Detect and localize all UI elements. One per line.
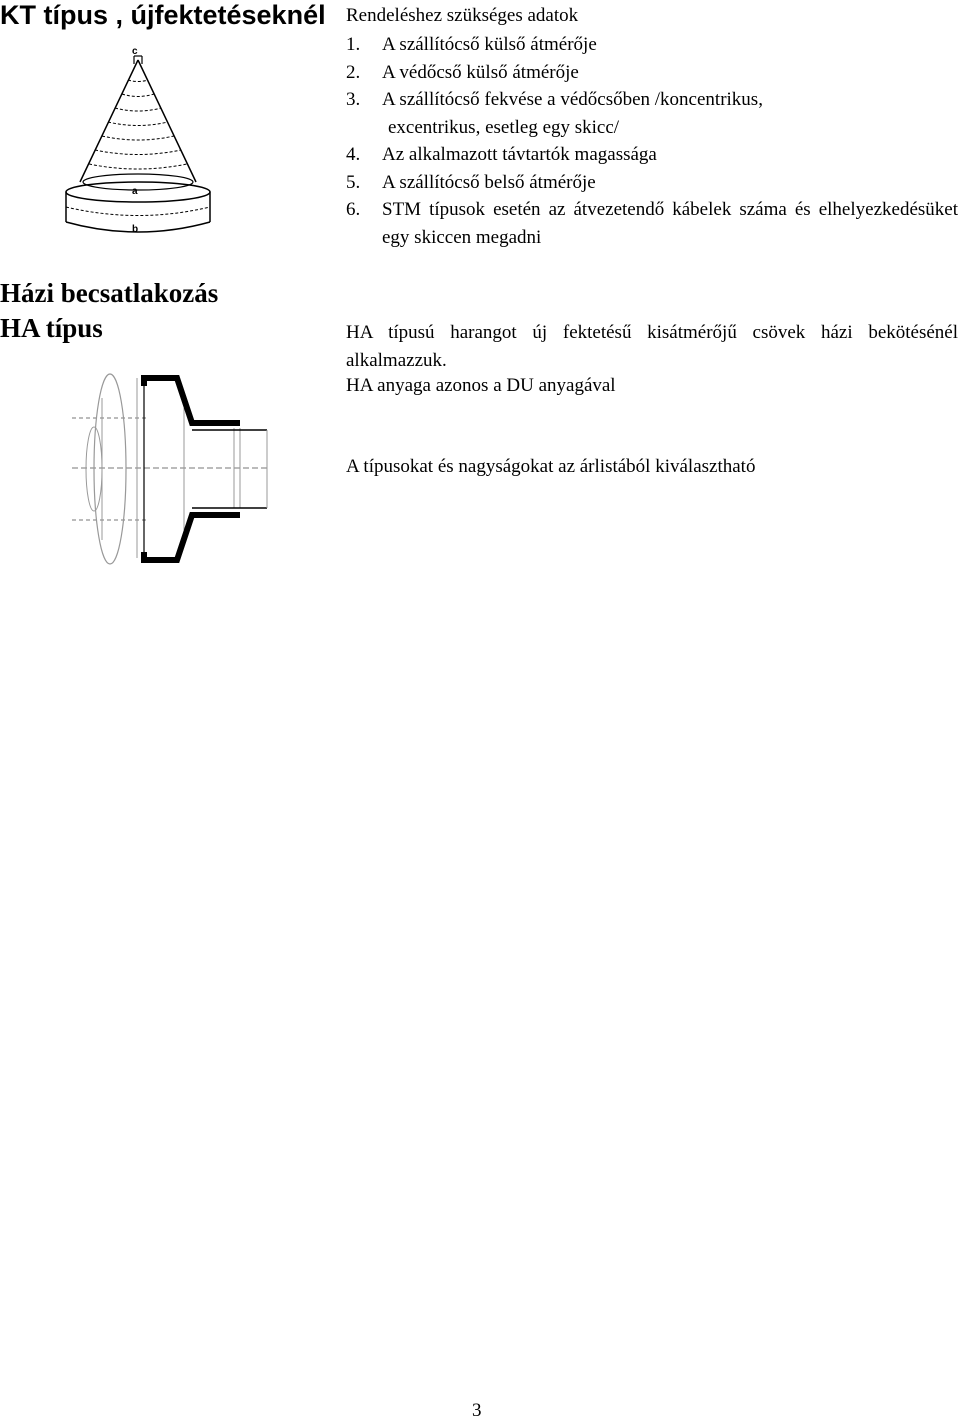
list-item: 2. A védőcső külső átmérője — [346, 61, 579, 83]
ha-material: HA anyaga azonos a DU anyagával — [346, 375, 616, 396]
section-title-kt: KT típus , újfektetéseknél — [0, 0, 326, 30]
list-item: 6. STM típusok esetén az átvezetendő kábelek száma és elhelyezkedésüket egy skiccen megadni — [346, 199, 958, 248]
ha-description: HA típusú harangot új fektetésű kisátmérőjű csövek házi bekötésénél alkalmazzuk. — [346, 322, 958, 371]
section-title-hazi: Házi becsatlakozás — [0, 278, 219, 308]
list-item: 1. A szállítócső külső átmérője — [346, 34, 597, 55]
list-item: 5. A szállítócső belső átmérője — [346, 171, 596, 193]
figure-label-b: b — [132, 224, 139, 235]
ha-bell-figure — [62, 368, 282, 588]
page-number: 3 — [472, 1400, 482, 1421]
order-data-intro: Rendeléshez szükséges adatok — [346, 5, 579, 26]
list-item: 4. Az alkalmazott távtartók magassága — [346, 144, 657, 165]
kt-cone-figure — [60, 42, 220, 242]
figure-label-a: a — [132, 186, 138, 197]
figure-label-c: c — [132, 46, 138, 57]
section-title-ha: HA típus — [0, 313, 103, 343]
list-item: 3. A szállítócső fekvése a védőcsőben /koncentrikus, excentrikus, esetleg egy skicc/ — [346, 89, 763, 138]
ha-selection-note: A típusokat és nagyságokat az árlistából kiválasztható — [346, 456, 756, 477]
order-data-list — [346, 31, 958, 251]
